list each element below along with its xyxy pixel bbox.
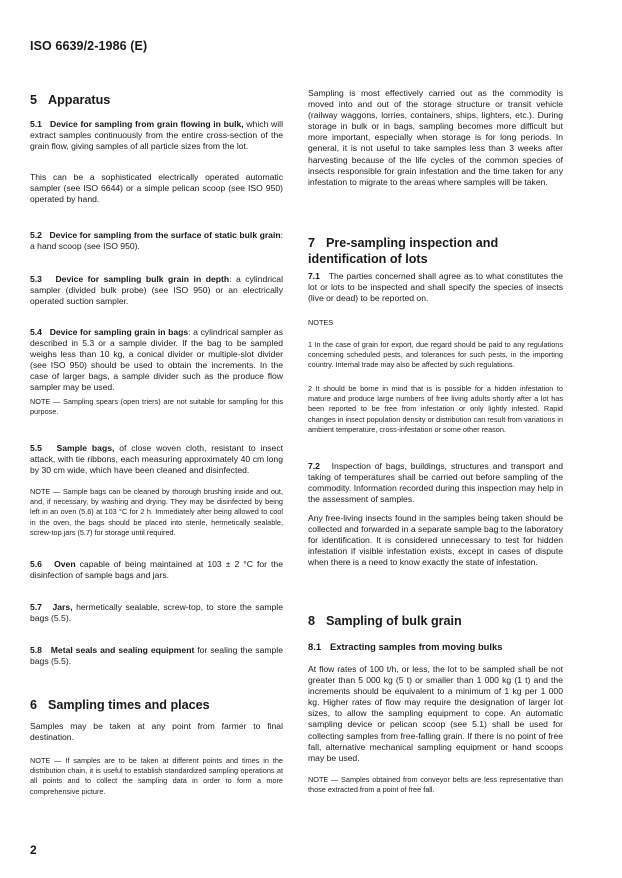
- clause-5-5-note: NOTE — Sample bags can be cleaned by thorough brushing inside and out, and, if necessary, by washing and drying. They may be disinfected by being left in an oven (5.6) at 103 °C for 2 h. Immediately after being allowed to cool in the oven, the bags should be placed into sterile, hermetically sealable, screw-top jars (5.7) for storage until required.: [30, 487, 283, 537]
- section-6-note: NOTE — If samples are to be taken at different points and times in the distribution chain, it is useful to establish standardized sampling operations at all points and to collect the sampling data in order to form a more comprehensive picture.: [30, 756, 283, 796]
- clause-5-1-para-2: This can be a sophisticated electrically operated automatic sampler (see ISO 6644) or a simple pelican scoop (see ISO 950) operated by hand.: [30, 172, 283, 205]
- clause-8-1-note: NOTE — Samples obtained from conveyor belts are less representative than those extracted from a point of free fall.: [308, 775, 563, 795]
- page-number: 2: [30, 843, 37, 857]
- section-6-para-2: Sampling is most effectively carried out as the commodity is moved into and out of the storage structure or transit vehicle (railway waggons, lorries, containers, ships, lighters, etc.). During storage in bulk or in bags, sampling becomes more difficult but more important, especially when storage is for long periods. In general, it is not useful to take samples less than 3 weeks after harvesting because of the life cycles of the common species of insects responsible for grain infestation and the time taken for any infestation to migrate to the areas where samples will be taken.: [308, 88, 563, 187]
- section-6-para-1: Samples may be taken at any point from farmer to final destination.: [30, 721, 283, 743]
- clause-8-1-para-1: At flow rates of 100 t/h, or less, the lot to be sampled shall be not greater than 5 000 kg (5 t) or smaller than 1 000 kg (1 t) and the increments should be equivalent to a minimum of 1 kg per 1 000 kg. Higher rates of flow may require the designation of larger lot sizes, to allow the sampling equipment to cope. An automatic sampling device or pelican scoop (see 5.1) shall be used for collecting samples from free-falling grain. If there is no point of free fall, alternative mechanical sampling equipment or hand scoops may be used.: [308, 664, 563, 763]
- document-id-header: ISO 6639/2-1986 (E): [30, 39, 148, 53]
- clause-5-3: 5.3 Device for sampling bulk grain in depth: a cylindrical sampler (divided bulk probe) (see ISO 950) or an electrically operated suction sampler.: [30, 274, 283, 307]
- clause-5-2: 5.2 Device for sampling from the surface of static bulk grain: a hand scoop (see ISO 950).: [30, 230, 283, 252]
- clause-5-4: 5.4 Device for sampling grain in bags: a cylindrical sampler as described in 5.3 or a sample divider. If the bag to be sampled weighs less than 10 kg, a conical divider or multiple-slot divider (see ISO 950) should be used to obtain the increments. In the case of larger bags, a sample divider such as the produce flow sampler may be used.: [30, 327, 283, 393]
- clause-5-4-note: NOTE — Sampling spears (open triers) are not suitable for sampling for this purpose.: [30, 397, 283, 417]
- section-5-heading: 5 Apparatus: [30, 93, 111, 107]
- clause-5-1: 5.1 Device for sampling from grain flowing in bulk, which will extract samples continuously from the entire cross-section of the grain flow, giving samples of all particle sizes from the lot.: [30, 119, 283, 152]
- clause-5-6: 5.6 Oven capable of being maintained at 103 ± 2 °C for the disinfection of sample bags and jars.: [30, 559, 283, 581]
- clause-5-7: 5.7 Jars, hermetically sealable, screw-top, to store the sample bags (5.5).: [30, 602, 283, 624]
- clause-5-5: 5.5 Sample bags, of close woven cloth, resistant to insect attack, with tie ribbons, each measuring approximately 40 cm long by 30 cm wide, which have been cleaned and disinfected.: [30, 443, 284, 476]
- note-2: 2 It should be borne in mind that is is possible for a hidden infestation to mature and produce large numbers of free living adults shortly after a lot has been reported to be free from infestation or only lightly infested. Rapid changes in insect population density or distribution can result from variations in ambient temperature, cross-infestation or some other reason.: [308, 384, 563, 434]
- notes-label: NOTES: [308, 318, 334, 327]
- section-8-heading: 8 Sampling of bulk grain: [308, 614, 462, 628]
- section-7-heading: 7 Pre-sampling inspection and identification of lots: [308, 236, 499, 266]
- clause-5-8: 5.8 Metal seals and sealing equipment for sealing the sample bags (5.5).: [30, 645, 283, 667]
- note-1: 1 In the case of grain for export, due regard should be paid to any regulations concerning scheduled pests, and tolerances for such pests, in the importing country. Internal trade may also be affected by such regulations.: [308, 340, 563, 370]
- clause-7-1: 7.1 The parties concerned shall agree as to what constitutes the lot or lots to be inspected and shall specify the species of insects (live or dead) to be reported on.: [308, 271, 563, 304]
- clause-7-2-para-2: Any free-living insects found in the samples being taken should be collected and forwarded in a separate sample bag to the laboratory for identification. It is considered unnecessary to test for hidden infestation if visible infestation exists, except in cases of dispute when there is a need to know exactly the state of infestation.: [308, 513, 563, 568]
- clause-7-2: 7.2 Inspection of bags, buildings, structures and transport and taking of temperatures shall be carried out before sampling of the commodity. Information recorded during this inspection may help in the assessment of samples.: [308, 461, 563, 505]
- section-6-heading: 6 Sampling times and places: [30, 698, 210, 712]
- clause-8-1-heading: 8.1 Extracting samples from moving bulks: [308, 641, 503, 652]
